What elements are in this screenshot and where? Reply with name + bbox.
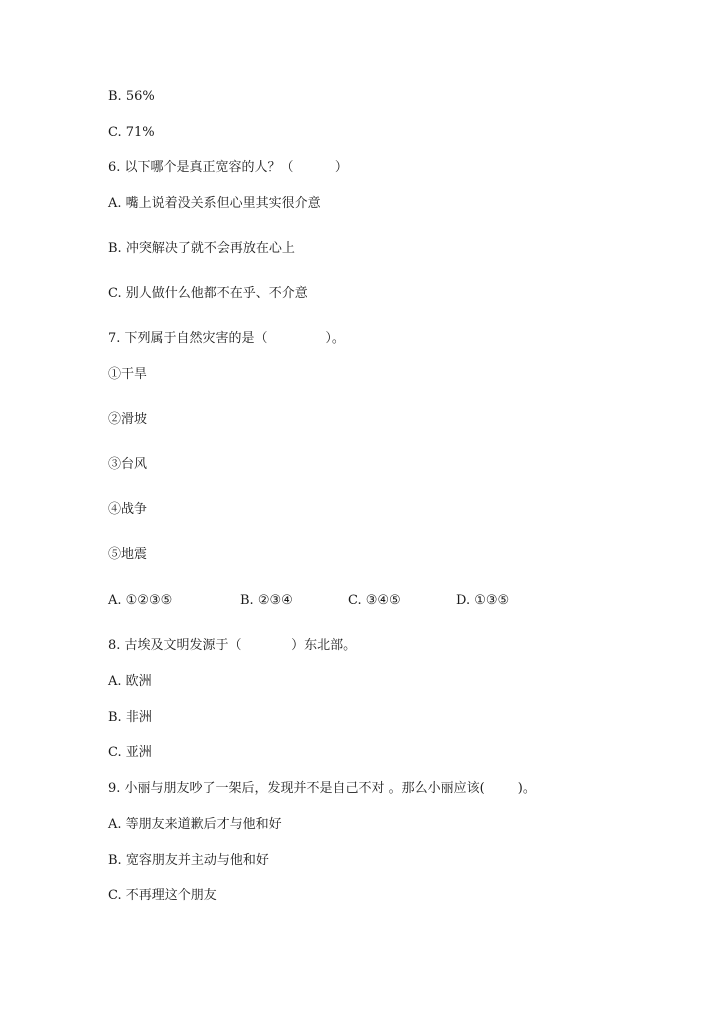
q5-option-b: B. 56% bbox=[108, 89, 155, 104]
q6-option-a: A. 嘴上说着没关系但心里其实很介意 bbox=[108, 196, 321, 211]
q9-option-b: B. 宽容朋友并主动与他和好 bbox=[108, 853, 269, 868]
q6-option-c: C. 别人做什么他都不在乎、不介意 bbox=[108, 286, 308, 301]
q8-option-c: C. 亚洲 bbox=[108, 745, 152, 760]
q8-option-a: A. 欧洲 bbox=[108, 674, 152, 689]
q5-option-c: C. 71% bbox=[108, 125, 155, 140]
q7-options-row bbox=[108, 592, 628, 610]
q7-option-d: D. ①③⑤ bbox=[456, 593, 510, 608]
q7-stem: 7. 下列属于自然灾害的是（ ）。 bbox=[108, 331, 345, 346]
q7-option-b: B. ②③④ bbox=[240, 593, 293, 608]
q6-option-b: B. 冲突解决了就不会再放在心上 bbox=[108, 241, 295, 256]
q8-stem: 8. 古埃及文明发源于（ ）东北部。 bbox=[108, 638, 357, 653]
q9-stem: 9. 小丽与朋友吵了一架后，发现并不是自己不对 。那么小丽应该( )。 bbox=[108, 781, 536, 796]
q9-option-c: C. 不再理这个朋友 bbox=[108, 888, 217, 903]
q7-item: ④战争 bbox=[108, 502, 148, 517]
q7-item: ②滑坡 bbox=[108, 412, 148, 427]
q7-option-c: C. ③④⑤ bbox=[348, 593, 401, 608]
q7-item: ①干旱 bbox=[108, 367, 148, 382]
q6-stem: 6. 以下哪个是真正宽容的人？（ ） bbox=[108, 160, 348, 175]
q7-item: ③台风 bbox=[108, 457, 148, 472]
q7-item: ⑤地震 bbox=[108, 547, 148, 562]
q8-option-b: B. 非洲 bbox=[108, 710, 152, 725]
q7-option-a: A. ①②③⑤ bbox=[108, 593, 173, 608]
q9-option-a: A. 等朋友来道歉后才与他和好 bbox=[108, 817, 282, 832]
